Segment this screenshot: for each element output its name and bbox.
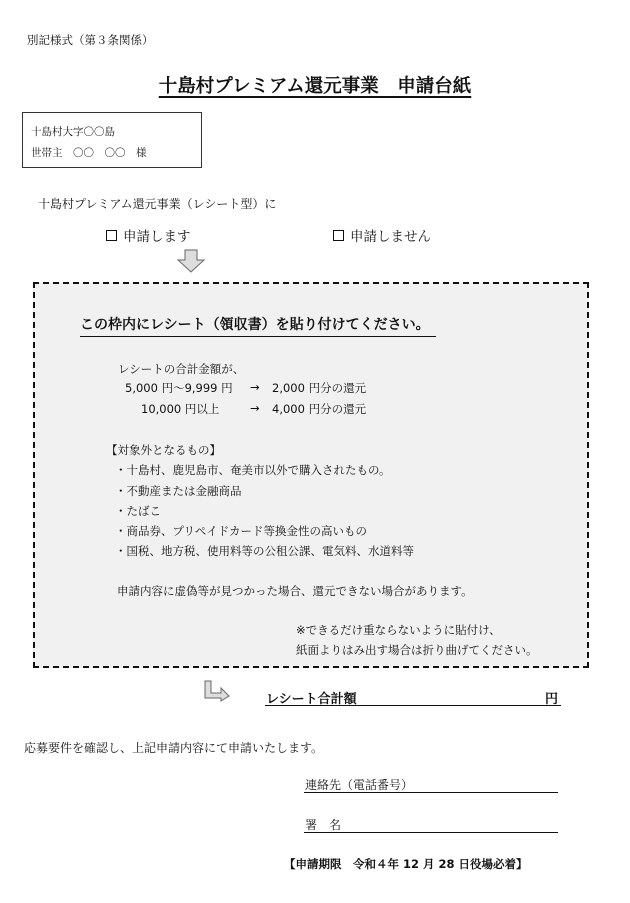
paste-note-1: ※できるだけ重ならないように貼付け、 [296,623,501,637]
not-apply-checkbox[interactable] [333,230,344,241]
apply-option-label: 申請します [123,229,191,245]
not-apply-option-label: 申請しません [350,229,431,245]
excluded-item: ・不動産または金融商品 [115,484,242,498]
address-line-1: 十島村大字〇〇島 [31,126,115,138]
application-deadline: 【申請期限 令和４年 12 月 28 日役場必着】 [284,857,528,871]
excluded-item: ・十島村、鹿児島市、奄美市以外で購入されたもの。 [115,463,391,477]
tier-2-refund: 4,000 円分の還元 [272,402,367,416]
yen-unit: 円 [545,692,559,707]
receipt-total-label: レシート合計額 [266,692,357,707]
tier-1-range: 5,000 円～9,999 円 [125,381,233,395]
paste-note-2: 紙面よりはみ出す場合は折り曲げてください。 [296,643,538,657]
contact-label: 連絡先（電話番号） [305,778,414,792]
apply-checkbox[interactable] [106,230,117,241]
corner-arrow-icon [204,680,230,706]
tier-2-range: 10,000 円以上 [141,402,220,416]
form-note: 別記様式（第３条関係） [27,33,154,47]
apply-option[interactable] [106,225,191,245]
tier-1-refund: 2,000 円分の還元 [272,381,367,395]
tier-1-arrow: → [250,380,260,394]
program-label: 十島村プレミアム還元事業（レシート型）に [38,197,277,211]
signature-label: 署 名 [305,818,342,832]
address-line-2: 世帯主 〇〇 〇〇 様 [31,147,147,159]
excluded-heading: 【対象外となるもの】 [106,443,221,457]
warning-text: 申請内容に虚偽等が見つかった場合、還元できない場合があります。 [117,584,473,598]
tier-2-arrow: → [250,401,260,415]
confirmation-text: 応募要件を確認し、上記申請内容にて申請いたします。 [24,741,324,755]
signature-field[interactable] [304,816,558,833]
page-title: 十島村プレミアム還元事業 申請台紙 [158,76,472,97]
excluded-item: ・国税、地方税、使用料等の公租公課、電気料、水道料等 [115,544,414,558]
total-intro: レシートの合計金額が、 [118,362,245,376]
arrow-down-icon [176,249,206,277]
not-apply-option[interactable] [333,225,431,245]
excluded-item: ・商品券、プリペイドカード等換金性の高いもの [115,524,367,538]
paste-area-title: この枠内にレシート（領収書）を貼り付けてください。 [80,314,436,334]
address-box [22,112,202,168]
excluded-item: ・たばこ [115,504,161,518]
